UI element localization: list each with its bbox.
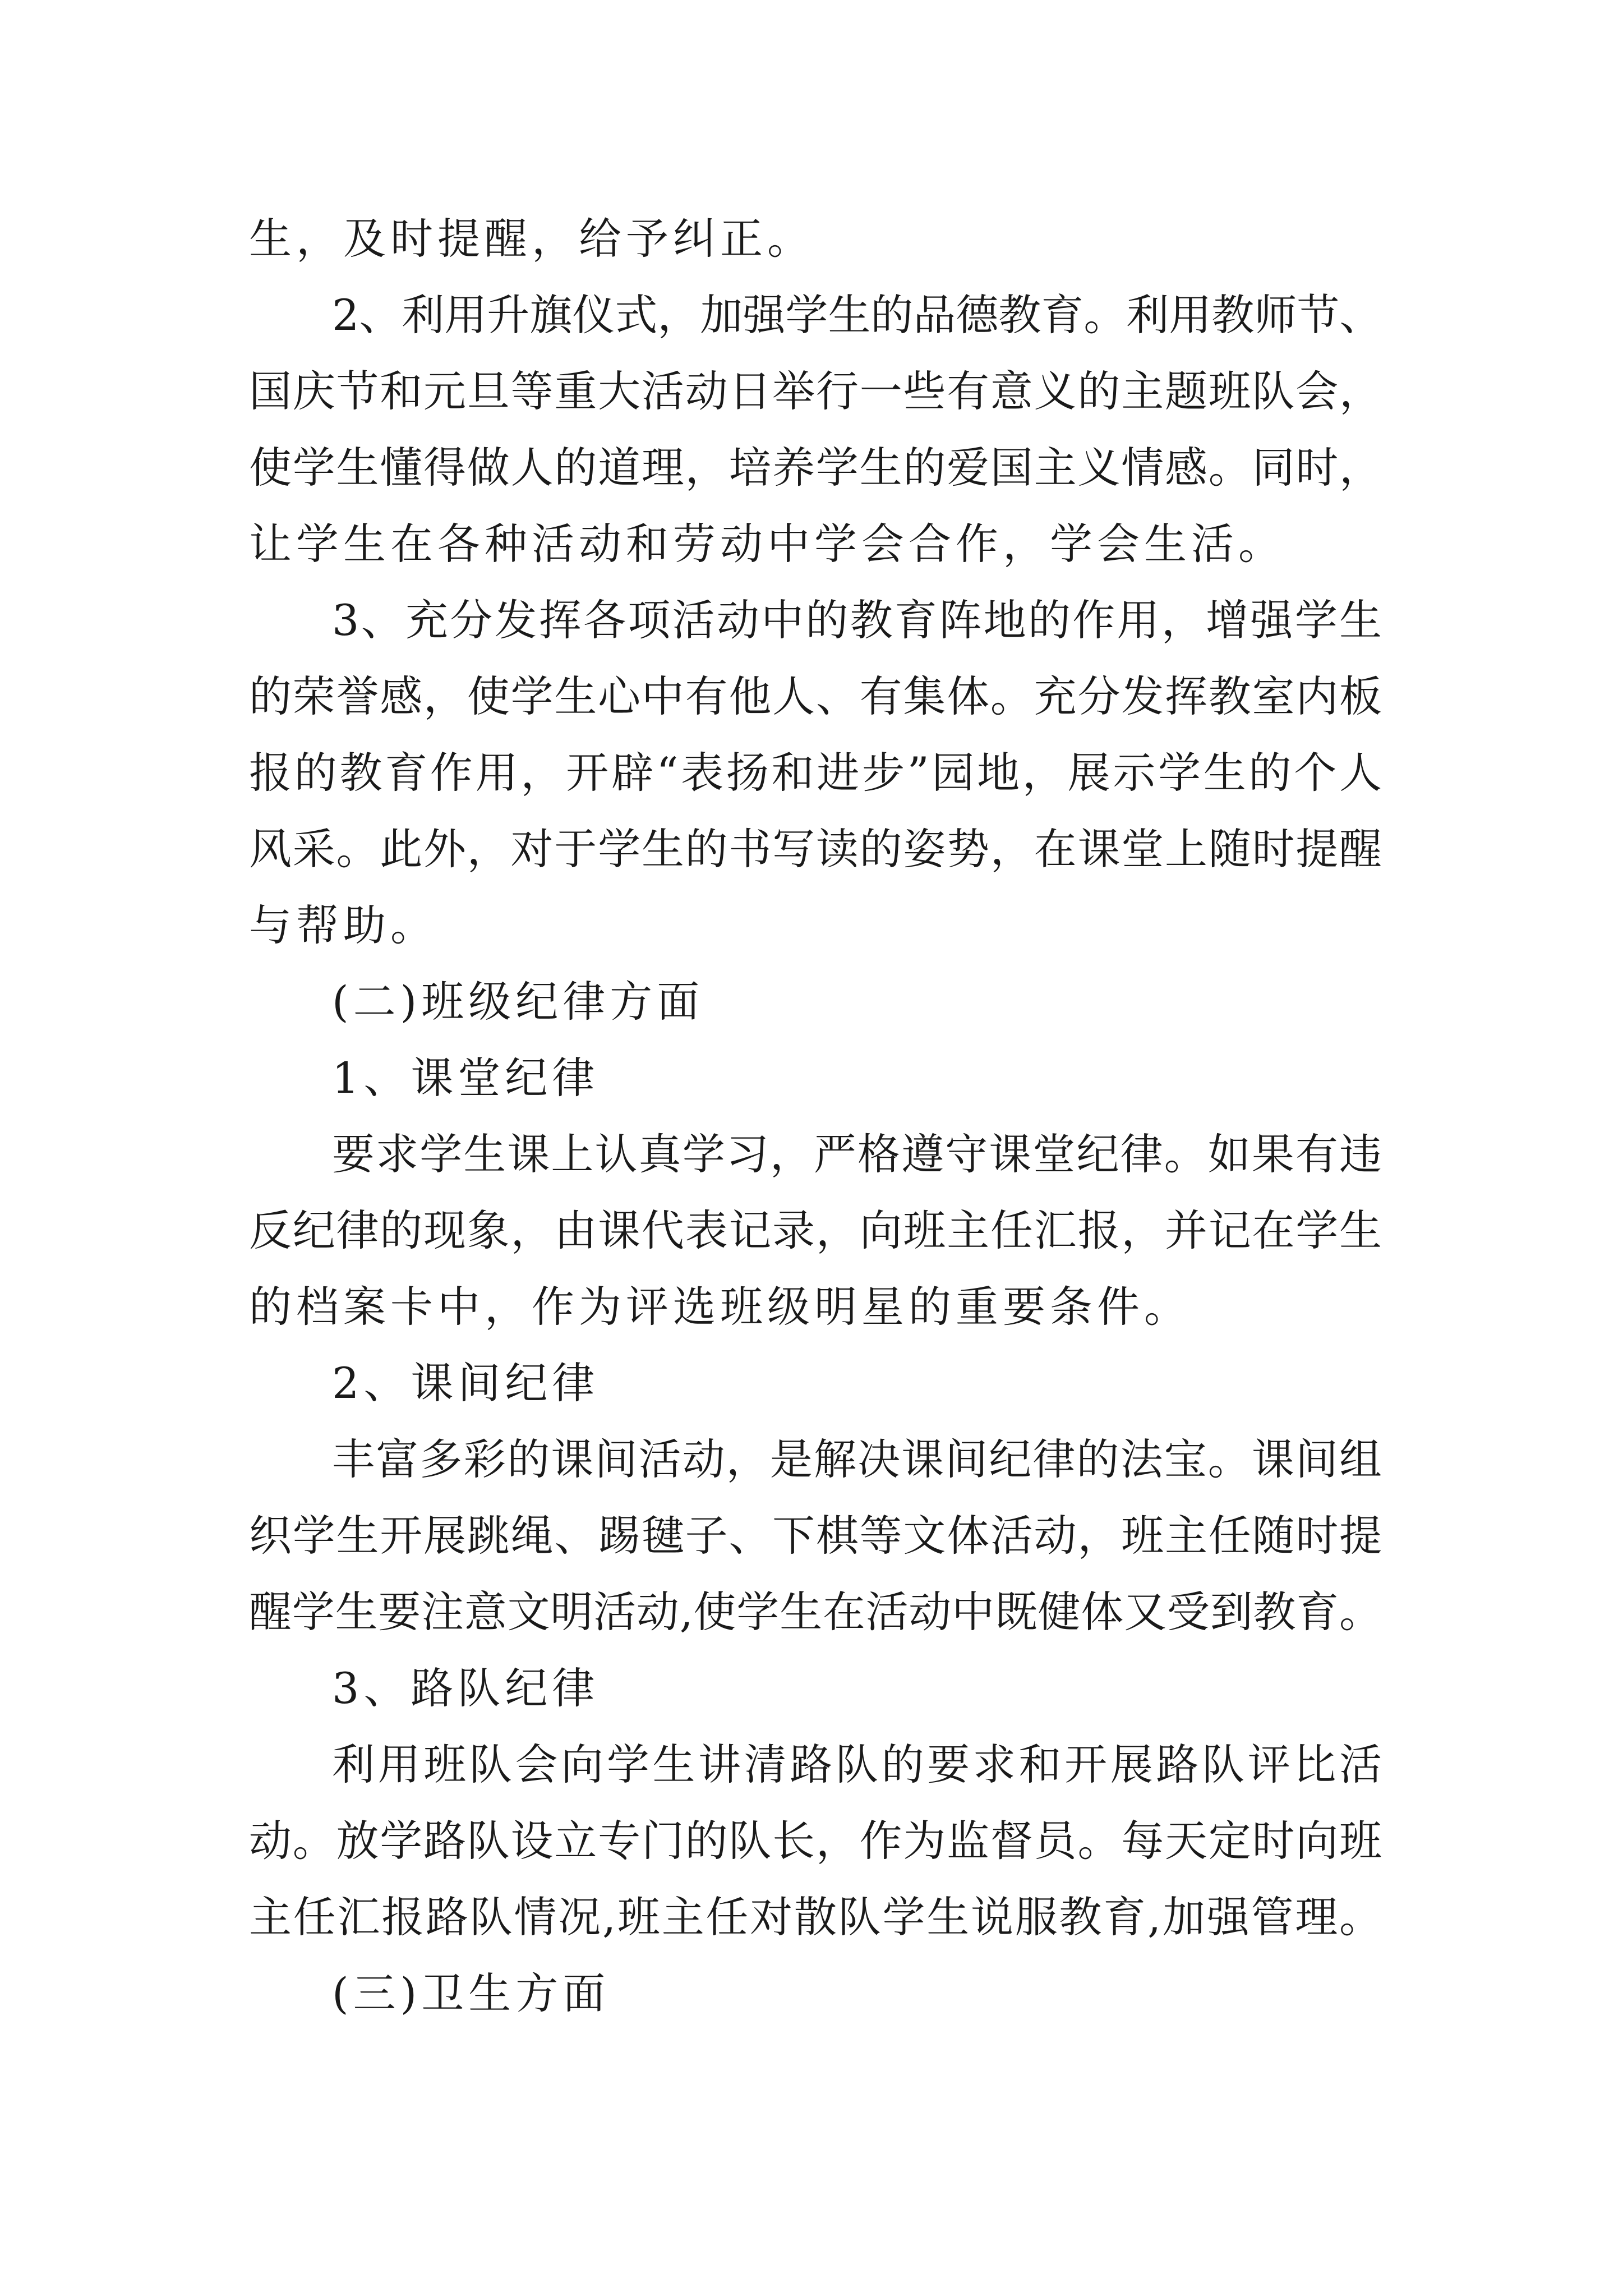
text-line: 的荣誉感，使学生心中有他人、有集体。充分发挥教室内板 [249,671,1382,721]
text-line: 报的教育作用，开辟“表扬和进步”园地，展示学生的个人 [249,748,1382,798]
paragraph-3-line: 3、充分发挥各项活动中的教育阵地的作用，增强学生 [332,595,1382,645]
subheading-queue-discipline: 3、路队纪律 [332,1663,600,1713]
text-line: 风采。此外，对于学生的书写读的姿势，在课堂上随时提醒 [249,824,1382,874]
text-line: 动。放学路队设立专门的队长，作为监督员。每天定时向班 [249,1816,1382,1866]
text-line: 丰富多彩的课间活动，是解决课间纪律的法宝。课间组 [332,1434,1382,1484]
text-line: 醒学生要注意文明活动,使学生在活动中既健体又受到教育。 [249,1587,1382,1637]
section-heading-hygiene: (三)卫生方面 [332,1968,610,2018]
text-line: 利用班队会向学生讲清路队的要求和开展路队评比活 [332,1740,1382,1789]
text-line: 反纪律的现象，由课代表记录，向班主任汇报，并记在学生 [249,1205,1382,1255]
text-line: 的档案卡中，作为评选班级明星的重要条件。 [249,1282,1191,1332]
text-line: 要求学生课上认真学习，严格遵守课堂纪律。如果有违 [332,1129,1382,1179]
text-line: 让学生在各种活动和劳动中学会合作，学会生活。 [249,519,1285,569]
text-line: 生，及时提醒，给予纠正。 [249,214,814,264]
section-heading-discipline: (二)班级纪律方面 [332,977,704,1027]
subheading-break-discipline: 2、课间纪律 [332,1358,600,1408]
paragraph-2-line: 2、利用升旗仪式，加强学生的品德教育。利用教师节、 [332,290,1382,340]
text-line: 使学生懂得做人的道理，培养学生的爱国主义情感。同时， [249,443,1382,493]
text-line: 国庆节和元旦等重大活动日举行一些有意义的主题班队会， [249,366,1382,416]
text-line: 织学生开展跳绳、踢毽子、下棋等文体活动，班主任随时提 [249,1511,1382,1561]
text-line: 主任汇报路队情况,班主任对散队学生说服教育,加强管理。 [249,1892,1382,1942]
text-line: 与帮助。 [249,900,437,950]
subheading-classroom-discipline: 1、课堂纪律 [332,1053,600,1103]
